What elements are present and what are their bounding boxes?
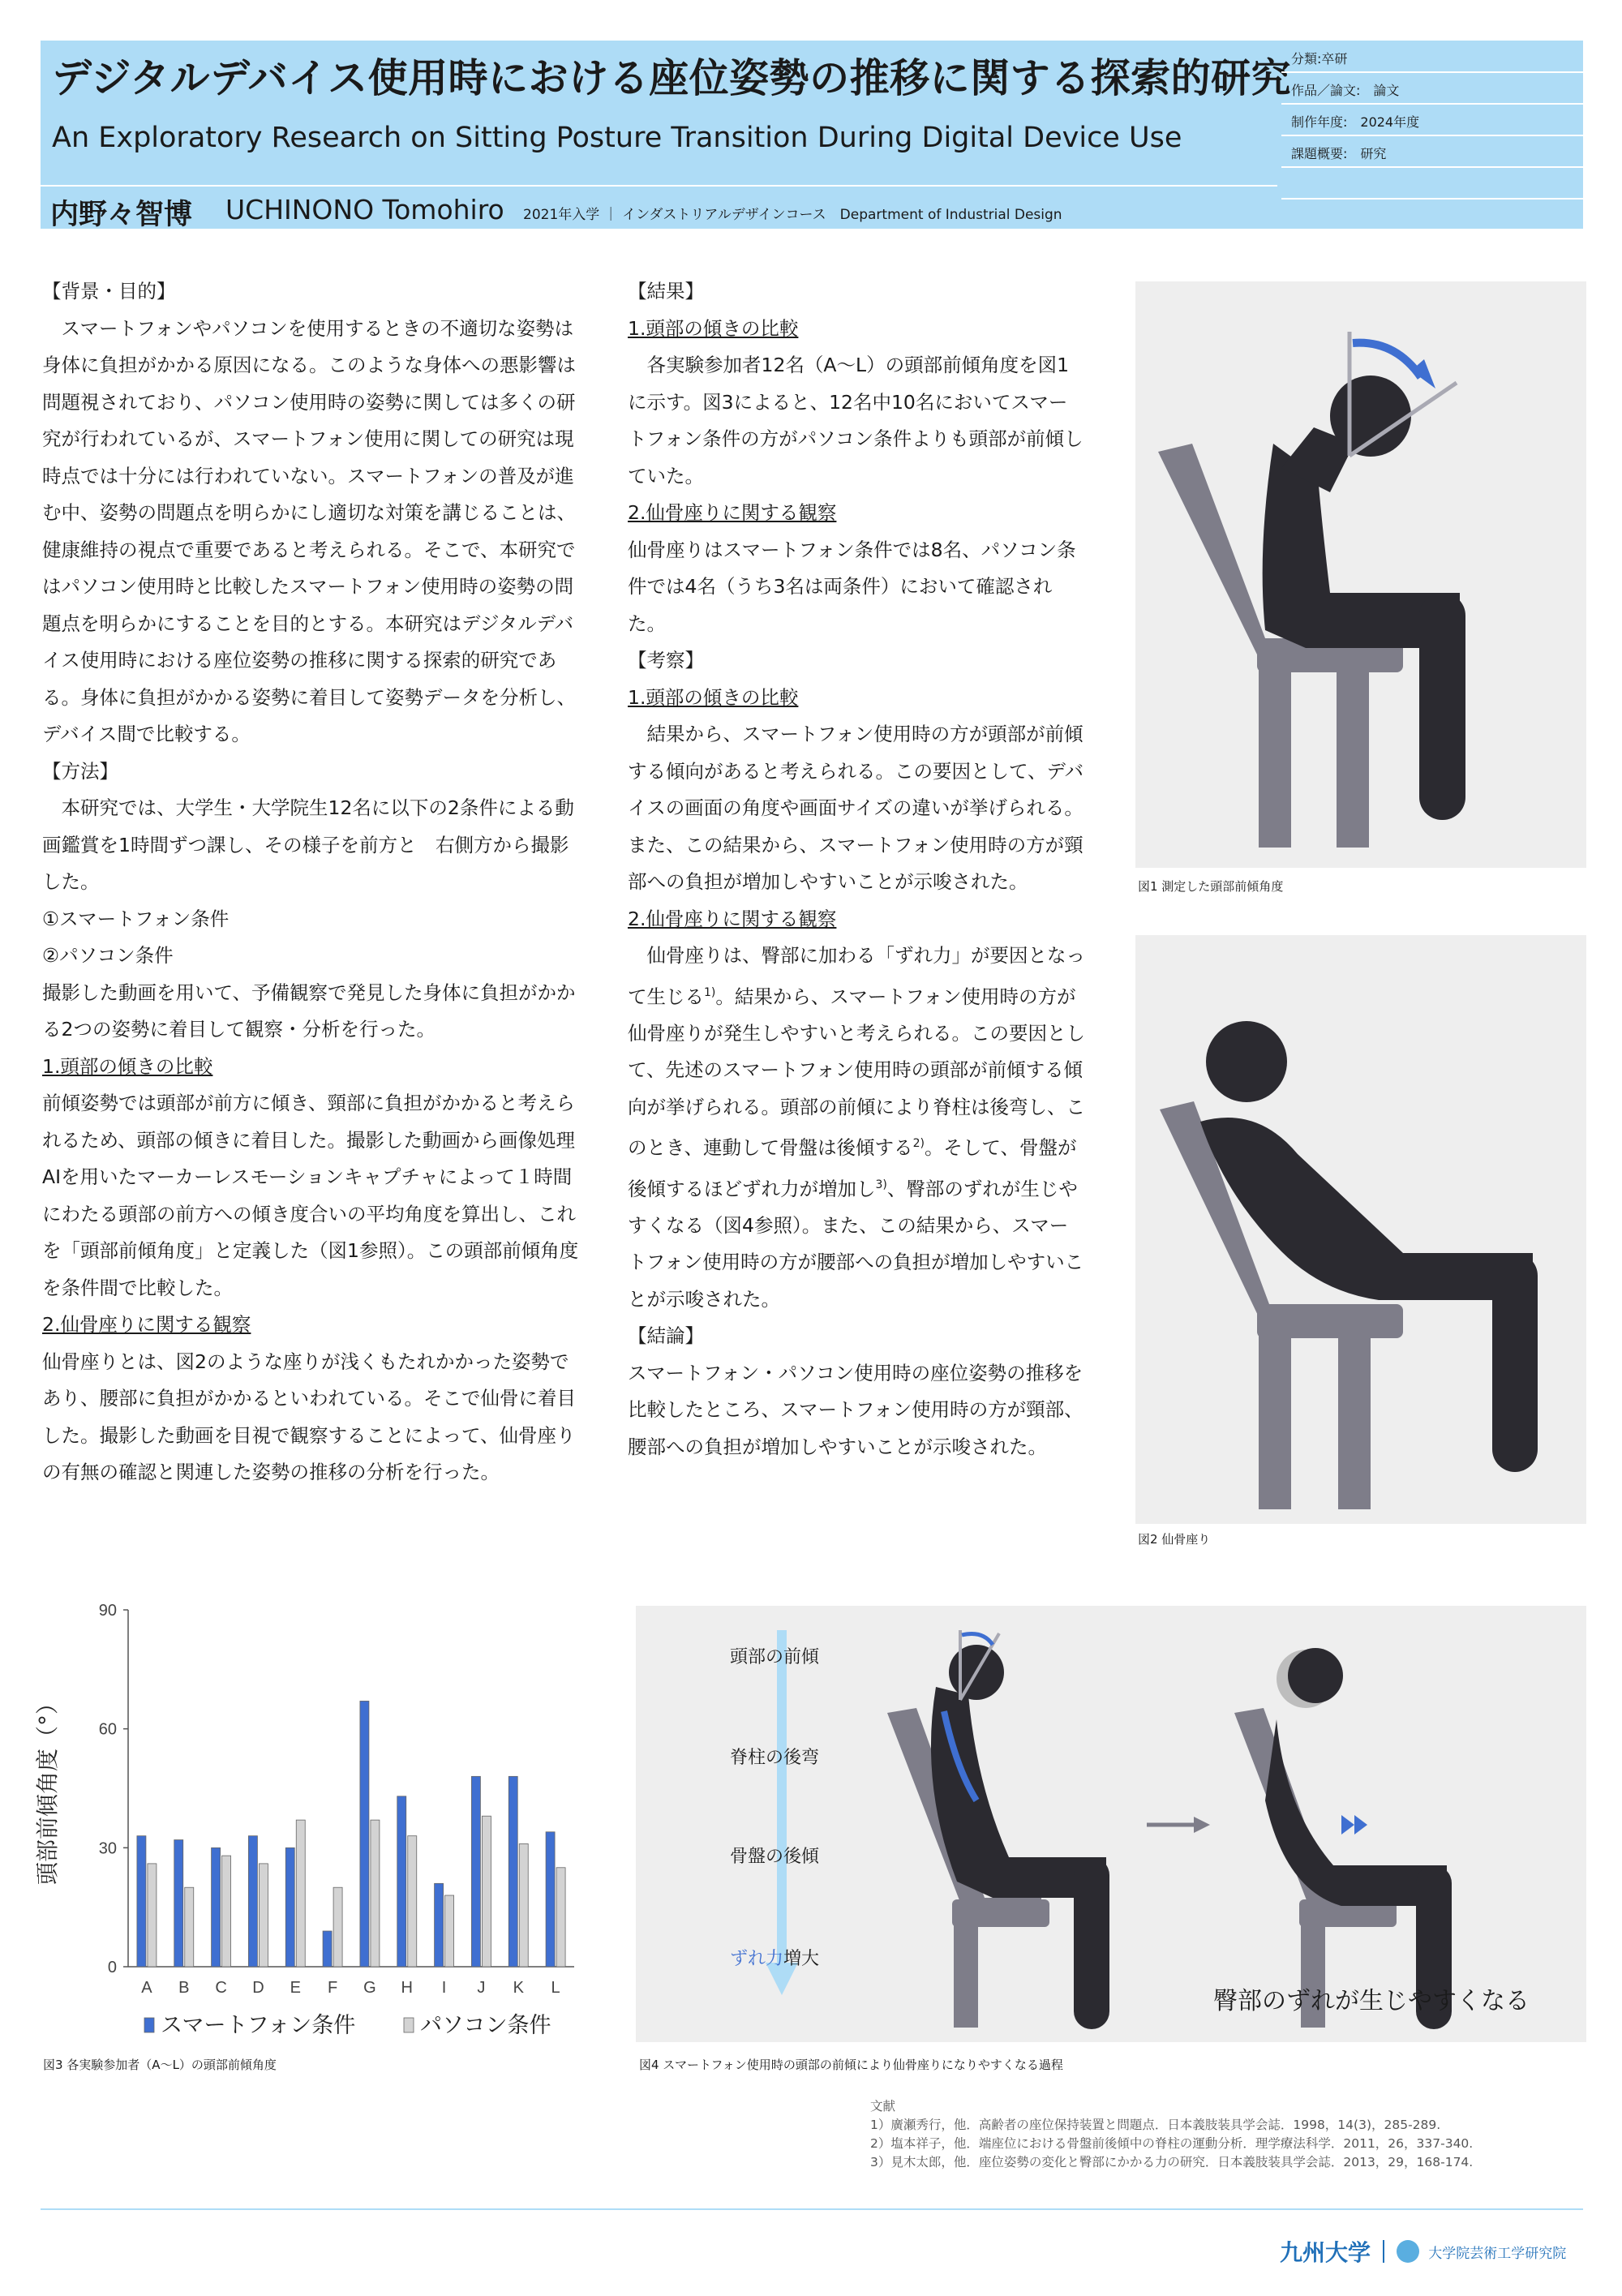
heading-discussion: 【考察】 — [628, 649, 704, 672]
author-line — [41, 185, 1277, 230]
slip-arrow-2 — [1354, 1815, 1367, 1835]
head-right — [1288, 1648, 1343, 1703]
figure-2-illustration — [1135, 935, 1586, 1524]
footer-logos — [1280, 2235, 1566, 2264]
bar-chart — [31, 1594, 582, 2048]
caption-figure-1: 図1 測定した頭部前傾角度 — [1138, 879, 1284, 894]
paragraph-discussion-head: 結果から、スマートフォン使用時の方が頭部が前傾する傾向があると考えられる。この要因として、デバイスの画面の角度や画面サイズの違いが挙げられる。また、この結果から、スマートフォン使用時の方が頸部への負担が増加しやすいことが示唆された。 — [628, 723, 1084, 893]
label-buttock-slip: 臀部のずれが生じやすくなる — [1213, 1987, 1530, 2015]
paragraph-sacral-sitting: 仙骨座りとは、図2のような座りが浅くもたれかかった姿勢であり、腰部に負担がかかるといわれている。そこで仙骨に着目した。撮影した動画を目視で観察することによって、仙骨座りの有無の確認と関連した姿勢の推移の分析を行った。 — [42, 1350, 576, 1483]
condition-pc: ②パソコン条件 — [42, 944, 174, 967]
author-meta: 2021年入学 ｜ インダストリアルデザインコース Department of Industrial Design — [523, 207, 1062, 223]
bar-pc-F — [333, 1887, 342, 1967]
university-logo: 九州大学 — [1280, 2239, 1371, 2266]
legend-label: パソコン条件 — [420, 2013, 551, 2038]
chair-leg-left — [954, 1920, 978, 2028]
angle-arc — [1353, 343, 1421, 377]
condition-smartphone: ①スマートフォン条件 — [42, 907, 230, 930]
heading-conclusion: 【結論】 — [628, 1324, 704, 1348]
meta-overview: 課題概要: 研究 — [1281, 135, 1583, 168]
legend-swatch — [144, 2018, 154, 2032]
figure-1-head-angle — [1135, 281, 1586, 868]
author-name-ja: 内野々智博 — [50, 199, 193, 231]
paragraph-conclusion: スマートフォン・パソコン使用時の座位姿勢の推移を比較したところ、スマートフォン使用時の方が頸部、腰部への負担が増加しやすいことが示唆された。 — [628, 1361, 1083, 1458]
legend-label: スマートフォン条件 — [161, 2013, 356, 2038]
lower-leg — [1492, 1253, 1538, 1472]
x-tick-label: F — [327, 1979, 338, 1997]
column-background-method — [42, 273, 587, 1491]
column-results-discussion — [628, 273, 1086, 1466]
bar-smartphone-K — [508, 1776, 517, 1967]
subheading-results-head: 1.頭部の傾きの比較 — [628, 316, 799, 340]
paragraph-method: 本研究では、大学生・大学院生12名に以下の2条件による動画鑑賞を1時間ずつ課し、その様子を前方と 右側方から撮影した。 — [42, 796, 574, 893]
author-name-en: UCHINONO Tomohiro — [225, 194, 504, 225]
meta-category: 分類:卒研 — [1281, 41, 1583, 73]
title-english: An Exploratory Research on Sitting Posture Transition During Digital Device Use — [52, 122, 1182, 154]
bar-pc-K — [519, 1843, 528, 1967]
references-heading: 文献 — [870, 2099, 896, 2114]
footer-divider — [41, 2208, 1583, 2210]
x-tick-label: C — [215, 1979, 227, 1997]
meta-box — [1281, 41, 1583, 229]
reference-3: 3）見木太郎，他．座位姿勢の変化と臀部にかかる力の研究．日本義肢装具学会誌．2013，29，168-174. — [870, 2155, 1474, 2169]
bar-pc-I — [445, 1895, 454, 1967]
figure-4-process — [636, 1606, 1586, 2042]
x-tick-label: B — [178, 1979, 190, 1997]
reference-2: 2）塩本祥子，他．端座位における骨盤前後傾中の脊柱の運動分析．理学療法科学．2011，26，337-340. — [870, 2136, 1474, 2151]
label-shear-increase: ずれ力増大 — [730, 1949, 820, 1969]
bar-smartphone-E — [285, 1848, 294, 1967]
caption-figure-3: 図3 各実験参加者（A〜L）の頭部前傾角度 — [43, 2058, 277, 2072]
x-tick-label: A — [141, 1979, 152, 1997]
bar-pc-C — [222, 1856, 231, 1967]
bar-smartphone-D — [248, 1836, 257, 1967]
heading-results: 【結果】 — [628, 280, 704, 303]
lower-leg — [1419, 593, 1465, 820]
meta-blank — [1281, 167, 1583, 200]
bar-pc-L — [556, 1868, 565, 1967]
x-tick-label: I — [441, 1979, 447, 1997]
figure-2-sacral-sitting — [1135, 935, 1586, 1524]
bar-smartphone-J — [471, 1776, 480, 1967]
bar-pc-D — [259, 1864, 268, 1967]
slip-arrow-1 — [1341, 1815, 1354, 1835]
subheading-head-tilt: 1.頭部の傾きの比較 — [42, 1054, 213, 1078]
process-arrow-shaft — [777, 1630, 787, 1971]
paragraph-analysis: 撮影した動画を用いて、予備観察で発見した身体に負担がかかる2つの姿勢に着目して観察・分析を行った。 — [42, 981, 576, 1041]
school-emblem-icon — [1397, 2240, 1419, 2263]
label-pelvis-tilt: 骨盤の後傾 — [730, 1847, 820, 1867]
bar-smartphone-C — [212, 1848, 221, 1967]
subheading-results-sacral: 2.仙骨座りに関する観察 — [628, 501, 837, 524]
transition-arrow-head — [1194, 1817, 1210, 1833]
head — [1206, 1021, 1287, 1102]
chair-leg-front — [1338, 1329, 1371, 1509]
label-spine-kyphosis: 脊柱の後弯 — [730, 1748, 820, 1768]
leg-left — [1074, 1857, 1109, 2029]
x-tick-label: H — [401, 1979, 413, 1997]
chair-leg-back — [1259, 663, 1291, 848]
x-tick-label: L — [551, 1979, 560, 1997]
figure-4-illustration — [636, 1606, 1586, 2042]
caption-figure-2: 図2 仙骨座り — [1138, 1532, 1211, 1547]
bar-smartphone-F — [323, 1931, 332, 1967]
reference-1: 1）廣瀬秀行，他．高齢者の座位保持装置と問題点．日本義肢装具学会誌．1998，14(3)，285-289. — [870, 2118, 1441, 2132]
chair-leg-front — [1337, 663, 1369, 848]
title-japanese: デジタルデバイス使用時における座位姿勢の推移に関する探索的研究 — [52, 55, 1292, 101]
bar-pc-E — [296, 1820, 305, 1967]
paragraph-results-head: 各実験参加者12名（A〜L）の頭部前傾角度を図1に示す。図3によると、12名中10名においてスマートフォン条件の方がパソコン条件よりも頭部が前傾していた。 — [628, 354, 1083, 487]
subheading-discussion-head: 1.頭部の傾きの比較 — [628, 685, 799, 709]
figure-3-chart — [31, 1594, 582, 2048]
paragraph-background: スマートフォンやパソコンを使用するときの不適切な姿勢は身体に負担がかかる原因になる。このような身体への悪影響は問題視されており、パソコン使用時の姿勢に関しては多くの研究が行われているが、スマートフォン使用に関しての研究は現時点では十分には行われていない。スマートフォンの普及が進む中、姿勢の問題点を明らかにし適切な対策を講じることは、健康維持の視点で重要であると考えられる。そこで、本研究ではパソコン使用時と比較したスマートフォン使用時の姿勢の問題点を明らかにすることを目的とする。本研究はデジタルデバイス使用時における座位姿勢の推移に関する探索的研究である。身体に負担がかかる姿勢に着目して姿勢データを分析し、デバイス間で比較する。 — [42, 316, 576, 745]
y-axis-title: 頭部前傾角度（°） — [34, 1691, 61, 1886]
references — [870, 2097, 1473, 2172]
bar-smartphone-H — [397, 1796, 406, 1967]
legend-swatch — [404, 2018, 414, 2032]
subheading-discussion-sacral: 2.仙骨座りに関する観察 — [628, 907, 837, 930]
paragraph-head-tilt: 前傾姿勢では頭部が前方に傾き、頸部に負担がかかると考えられるため、頭部の傾きに着目した。撮影した動画から画像処理AIを用いたマーカーレスモーションキャプチャによって１時間にわたる頭部の前方への傾き度合いの平均角度を算出し、これを「頭部前傾角度」と定義した（図1参照）。この頭部前傾角度を条件間で比較した。 — [42, 1092, 579, 1299]
bar-smartphone-I — [435, 1883, 444, 1967]
y-tick-label: 30 — [98, 1839, 117, 1858]
school-name: 大学院芸術工学研究院 — [1428, 2245, 1567, 2262]
heading-background: 【背景・目的】 — [42, 280, 176, 303]
x-tick-label: J — [477, 1979, 486, 1997]
bar-pc-G — [371, 1820, 380, 1967]
y-tick-label: 90 — [98, 1602, 117, 1620]
bar-pc-H — [408, 1836, 417, 1967]
logo-divider — [1383, 2240, 1384, 2263]
meta-type: 作品／論文: 論文 — [1281, 72, 1583, 105]
bar-smartphone-L — [546, 1832, 555, 1967]
y-tick-label: 0 — [107, 1959, 117, 1976]
y-tick-label: 60 — [98, 1720, 117, 1739]
meta-year: 制作年度: 2024年度 — [1281, 104, 1583, 136]
bar-smartphone-G — [360, 1701, 369, 1967]
x-tick-label: G — [363, 1979, 376, 1997]
bar-pc-A — [148, 1864, 157, 1967]
heading-method: 【方法】 — [42, 759, 118, 783]
x-tick-label: K — [513, 1979, 524, 1997]
header-band — [41, 41, 1583, 229]
bar-pc-J — [482, 1816, 491, 1967]
label-head-tilt: 頭部の前傾 — [730, 1647, 820, 1667]
bar-smartphone-A — [137, 1836, 146, 1967]
figure-1-illustration — [1135, 281, 1586, 868]
x-tick-label: D — [252, 1979, 264, 1997]
angle-arc-left — [962, 1634, 993, 1646]
x-tick-label: E — [290, 1979, 301, 1997]
chair-leg-back — [1259, 1329, 1291, 1509]
bar-smartphone-B — [174, 1840, 183, 1967]
paragraph-results-sacral: 仙骨座りはスマートフォン条件では8名、パソコン条件では4名（うち3名は両条件）において確認された。 — [628, 538, 1076, 635]
bar-pc-B — [185, 1887, 194, 1967]
caption-figure-4: 図4 スマートフォン使用時の頭部の前傾により仙骨座りになりやすくなる過程 — [639, 2058, 1063, 2072]
paragraph-discussion-sacral: 仙骨座りは、臀部に加わる「ずれ力」が要因となって生じる$^{1)}$。結果から、スマートフォン使用時の方が仙骨座りが発生しやすいと考えられる。この要因として、先述のスマートフォン使用時の頭部が前傾する傾向が挙げられる。頭部の前傾により脊柱は後弯し、このとき、連動して骨盤は後傾する$^{2)}$。そして、骨盤が後傾するほどずれ力が増加し$^{3)}$、臀部のずれが生じやすくなる（図4参照）。また、この結果から、スマートフォン使用時の方が腰部への負担が増加しやすいことが示唆された。 — [628, 944, 1085, 1311]
subheading-sacral-sitting: 2.仙骨座りに関する観察 — [42, 1313, 251, 1336]
